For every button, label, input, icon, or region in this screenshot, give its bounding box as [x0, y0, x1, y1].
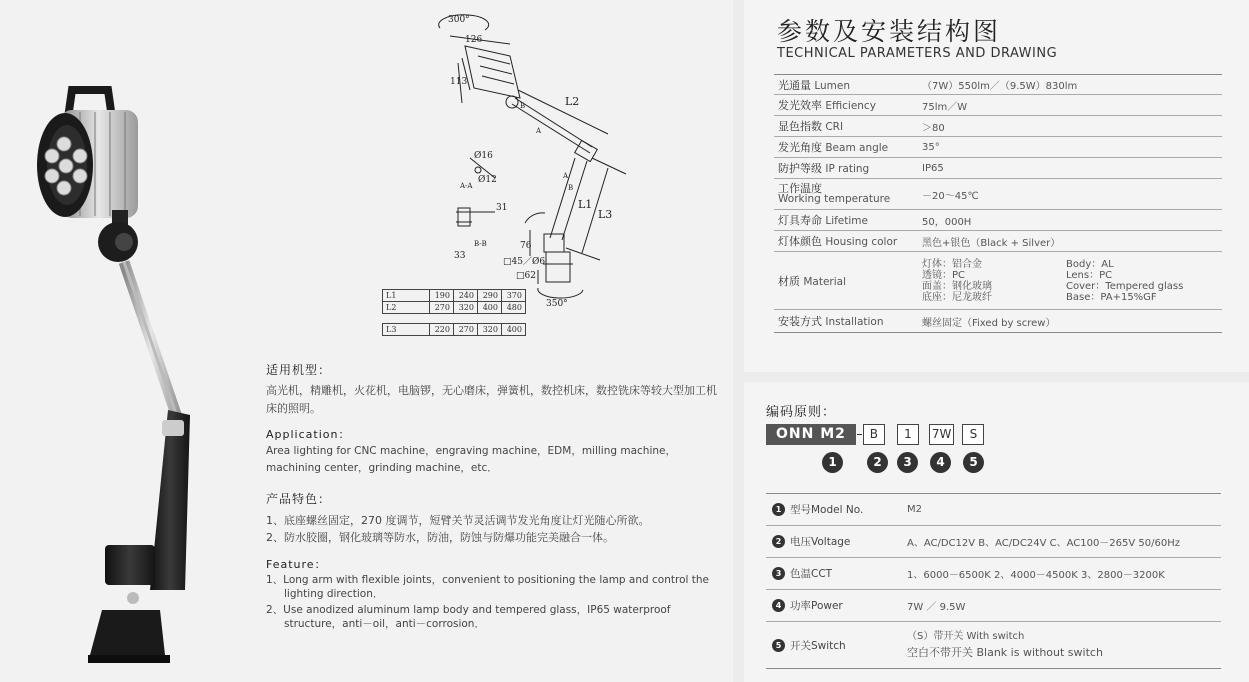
params-subtitle: TECHNICAL PARAMETERS AND DRAWING: [777, 46, 1058, 61]
coding-row-switch: 5 开关Switch （S）带开关 With switch 空白不带开关 Blank is without switch: [766, 622, 1221, 669]
code-box-switch: S: [962, 424, 984, 445]
phi16-label: Ø16: [474, 151, 493, 161]
coding-table: [766, 493, 1221, 669]
spec-row-installation: 安装方式 Installation 螺丝固定（Fixed by screw）: [774, 310, 1222, 333]
params-title: 参数及安装结构图: [777, 17, 1002, 46]
dimension-table-l1-l2: [382, 289, 526, 314]
dim-113-label: 113: [450, 77, 468, 87]
a-label: A: [536, 127, 542, 135]
dim-76-label: 76: [520, 241, 532, 251]
square45-label: □45／Ø6: [503, 257, 546, 267]
coding-title: 编码原则：: [766, 405, 837, 420]
angle-300-label: 300°: [448, 15, 470, 25]
spec-row-lifetime: 灯具寿命 Lifetime 50，000H: [774, 210, 1222, 231]
spec-row-beam-angle: 发光角度 Beam angle 35°: [774, 137, 1222, 158]
coding-row-model: 1 型号Model No. M2: [766, 494, 1221, 526]
table-row: L1 190 240 290 370: [383, 290, 526, 302]
application-text: Area lighting for CNC machine，engraving machine，EDM，milling machine，machining center，grinding machine，etc．: [266, 445, 676, 474]
dim-126-label: 126: [465, 35, 483, 45]
dim-33-label: 33: [454, 251, 466, 261]
l2-label: L2: [565, 95, 580, 108]
code-box-power: 7W: [929, 424, 955, 445]
coding-principle-panel: [744, 382, 1249, 682]
code-number-3: 3: [897, 452, 918, 473]
code-number-5: 5: [963, 452, 984, 473]
feature-en-2: 2、Use anodized aluminum lamp body and tempered glass，IP65 waterproof structure，anti－oil，anti－corrosion．: [266, 604, 671, 630]
a2-label: A: [563, 172, 569, 180]
l1-label: L1: [578, 198, 593, 211]
feature-title: Feature：: [266, 558, 327, 571]
model-code-main: ONN M2: [766, 424, 856, 445]
bb-section-label: B-B: [474, 240, 487, 248]
spec-row-material: 材质 Material 灯体：铝合金 透镜：PC 面盖：钢化玻璃 底座：尼龙玻纤 Body：AL Lens：PC Cover：Tempered glass Base：PA+15%GF: [774, 252, 1222, 310]
machines-text: 高光机，精雕机，火花机，电脑锣，无心磨床，弹簧机，数控机床，数控铣床等较大型加工机床的照明。: [266, 384, 717, 415]
code-box-voltage: B: [863, 424, 885, 445]
feature-en-1: 1、Long arm with flexible joints，convenient to positioning the lamp and control the lighting direction．: [266, 574, 709, 600]
machines-title: 适用机型：: [266, 363, 332, 377]
feature-cn-2: 2、防水胶圈，钢化玻璃等防水，防油，防蚀与防爆功能完美融合一体。: [266, 531, 614, 544]
model-code: [766, 424, 992, 445]
coding-row-voltage: 2 电压Voltage A、AC/DC12V B、AC/DC24V C、AC100－265V 50/60Hz: [766, 526, 1221, 558]
angle-350-label: 350°: [546, 299, 568, 309]
aa-section-label: A-A: [460, 182, 473, 190]
lamp-product-image: [20, 70, 220, 680]
l3-label: L3: [598, 208, 613, 221]
spec-row-housing-color: 灯体颜色 Housing color 黑色+银色（Black + Silver）: [774, 231, 1222, 252]
table-row: L2 270 320 400 480: [383, 302, 526, 314]
spec-row-cri: 显色指数 CRI ＞80: [774, 116, 1222, 137]
code-box-cct: 1: [897, 424, 919, 445]
spec-table: [774, 74, 1222, 333]
spec-row-ip-rating: 防护等级 IP rating IP65: [774, 158, 1222, 179]
square62-label: □62: [516, 271, 536, 281]
b-label: B: [520, 102, 526, 110]
spec-row-working-temperature: 工作温度 Working temperature －20～45℃: [774, 179, 1222, 210]
code-number-2: 2: [867, 452, 888, 473]
product-description: [266, 362, 726, 631]
feature-cn-1: 1、底座螺丝固定，270 度调节，短臂关节灵活调节发光角度让灯光随心所欲。: [266, 514, 650, 527]
phi12-label: Ø12: [478, 175, 497, 185]
b2-label: B: [568, 184, 574, 192]
features-title: 产品特色：: [266, 492, 332, 506]
code-number-1: 1: [822, 452, 843, 473]
application-title: Application：: [266, 428, 351, 441]
spec-row-lumen: 光通量 Lumen （7W）550lm／（9.5W）830lm: [774, 75, 1222, 95]
table-row: L3 220 270 320 400: [383, 324, 526, 336]
dimension-table-l3: [382, 323, 526, 336]
spec-row-efficiency: 发光效率 Efficiency 75lm／W: [774, 95, 1222, 116]
code-number-4: 4: [930, 452, 951, 473]
dim-31-label: 31: [496, 203, 508, 213]
coding-row-cct: 3 色温CCT 1、6000－6500K 2、4000－4500K 3、2800－3200K: [766, 558, 1221, 590]
coding-row-power: 4 功率Power 7W ／ 9.5W: [766, 590, 1221, 622]
technical-parameters-panel: [744, 0, 1249, 372]
